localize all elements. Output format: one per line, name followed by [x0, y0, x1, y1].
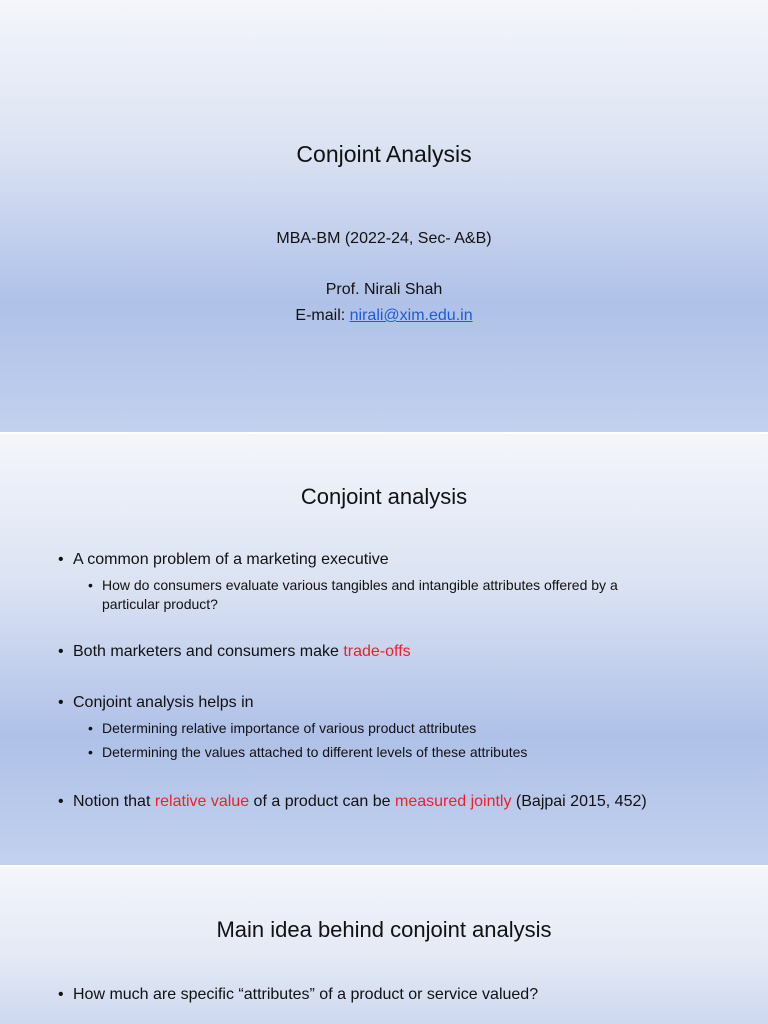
email-label: E-mail:	[295, 307, 350, 324]
slide-3-heading: Main idea behind conjoint analysis	[216, 917, 552, 942]
slide-2-conjoint-analysis	[0, 434, 768, 865]
bullet-trade-offs: • Both marketers and consumers make trade-offs	[58, 643, 411, 660]
slide-1-heading: Conjoint Analysis	[296, 141, 472, 167]
slide-3-main-idea	[0, 867, 768, 1024]
sub-bullet-relative-importance: • Determining relative importance of various product attributes	[88, 720, 477, 736]
trade-offs-highlight: trade-offs	[343, 643, 411, 660]
bullet-marketing-problem: • A common problem of a marketing executive	[58, 551, 389, 568]
course-info: MBA-BM (2022-24, Sec- A&B)	[276, 230, 492, 247]
bullet-attributes-valued: • How much are specific “attributes” of a product or service valued?	[58, 986, 539, 1003]
slide-1-title	[0, 0, 768, 432]
relative-value-highlight: relative value	[154, 793, 250, 810]
bullet-helps-in: • Conjoint analysis helps in	[58, 694, 254, 711]
email-link[interactable]: nirali@xim.edu.in	[349, 307, 473, 324]
sub-bullet-consumer-evaluation: • How do consumers evaluate various tangibles and intangible attributes offered by a particular product?	[88, 577, 618, 612]
sub-bullet-attribute-levels: • Determining the values attached to different levels of these attributes	[88, 744, 528, 760]
bullet-measured-jointly: • Notion that relative value of a product can be measured jointly (Bajpai 2015, 452)	[58, 793, 647, 810]
measured-jointly-highlight: measured jointly	[394, 793, 512, 810]
email-line	[0, 307, 768, 325]
professor-name: Prof. Nirali Shah	[325, 281, 443, 298]
slide-2-heading: Conjoint analysis	[300, 484, 468, 509]
